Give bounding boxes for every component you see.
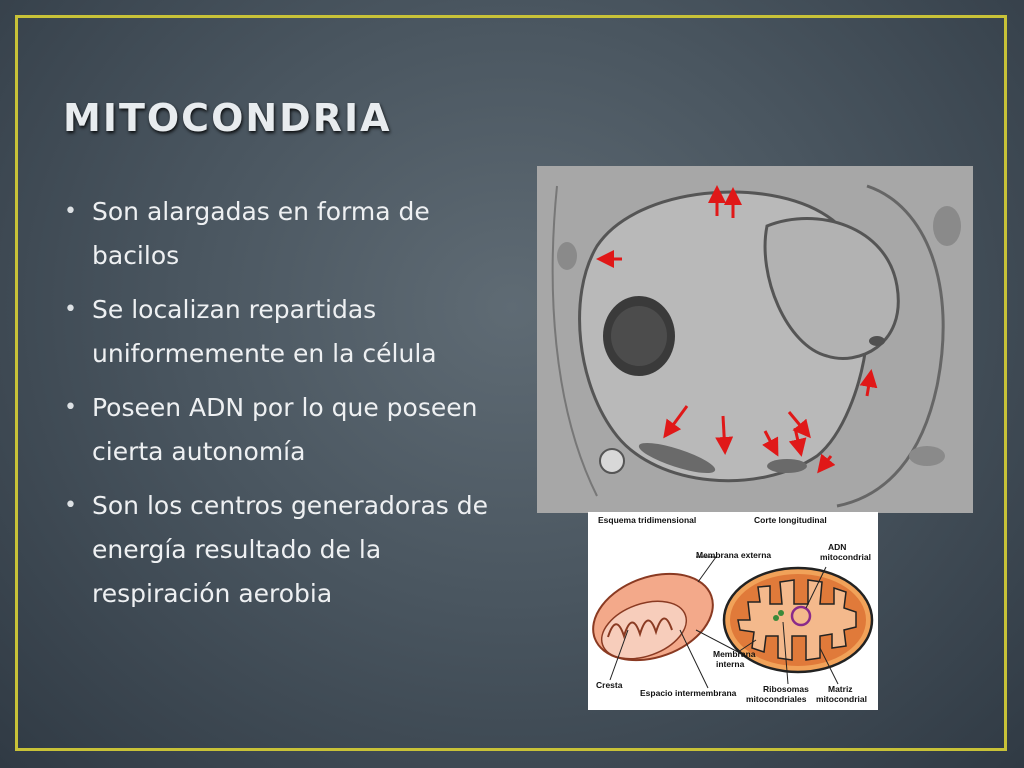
bullet-item	[60, 288, 505, 376]
label-membrana-externa: Membrana externa	[696, 550, 772, 560]
bullet-item	[60, 386, 505, 474]
bullet-list	[60, 190, 505, 626]
bullet-item	[60, 190, 505, 278]
mitochondria-diagram	[588, 512, 878, 710]
bullet-text: Poseen ADN por lo que poseen cierta autonomía	[92, 393, 478, 466]
micrograph-drawing	[537, 166, 973, 513]
label-ribosomas-1: Ribosomas	[763, 684, 809, 694]
label-cresta: Cresta	[596, 680, 623, 690]
label-matriz-2: mitocondrial	[816, 694, 868, 704]
bullet-text: Se localizan repartidas uniformemente en la célula	[92, 295, 437, 368]
bullet-dot: •	[64, 297, 77, 322]
label-longitudinal: Corte longitudinal	[754, 515, 827, 525]
bullet-dot: •	[64, 395, 77, 420]
bullet-text: Son los centros generadoras de energía resultado de la respiración aerobia	[92, 491, 488, 608]
bullet-dot: •	[64, 199, 77, 224]
label-membrana-interna-2: interna	[716, 659, 745, 669]
bullet-text: Son alargadas en forma de bacilos	[92, 197, 430, 270]
slide-title: MITOCONDRIA	[63, 96, 392, 140]
label-adn-1: ADN	[828, 542, 847, 552]
label-membrana-interna-1: Membrana	[713, 649, 756, 659]
electron-micrograph	[537, 166, 973, 513]
label-3d: Esquema tridimensional	[598, 515, 697, 525]
bullet-item	[60, 484, 505, 616]
label-espacio: Espacio intermembrana	[640, 688, 737, 698]
bullet-dot: •	[64, 493, 77, 518]
label-adn-2: mitocondrial	[820, 552, 872, 562]
label-ribosomas-2: mitocondriales	[746, 694, 807, 704]
label-matriz-1: Matriz	[828, 684, 853, 694]
